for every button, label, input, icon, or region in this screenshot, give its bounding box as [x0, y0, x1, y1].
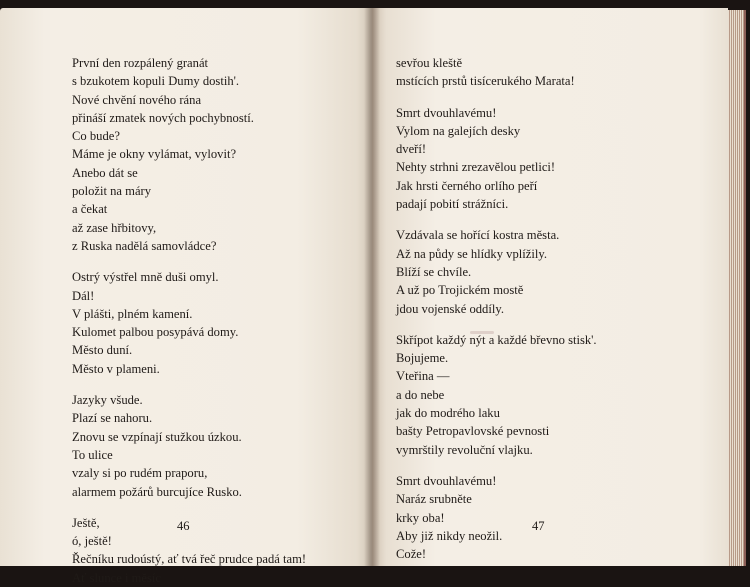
poem-line: To ulice — [72, 447, 113, 462]
poem-line: Nehty strhni zrezavělou petlici! — [396, 160, 556, 175]
poem-line: Až na půdy se hlídky vplížily. — [396, 246, 547, 261]
poem-line: Vteřina — — [396, 369, 450, 384]
poem-line: jak do modrého laku — [396, 406, 500, 421]
poem-line: padají pobití strážníci. — [396, 197, 509, 212]
poem-line: vzaly si po rudém praporu, — [72, 466, 208, 481]
poem-line: Anebo dát se — [72, 165, 138, 180]
poem-line: A už po Trojickém mostě — [396, 283, 524, 298]
left-page-poem — [72, 54, 306, 587]
poem-line: a čekat — [72, 202, 108, 217]
poem-line: z Ruska nadělá samovládce? — [72, 238, 217, 253]
poem-line: Aby již nikdy neožil. — [396, 528, 503, 543]
poem-line: Ostrý výstřel mně duši omyl. — [72, 270, 219, 285]
poem-line: Město duní. — [72, 343, 133, 358]
poem-line: Co bude? — [72, 129, 120, 144]
poem-line: bašty Petropavlovské pevnosti — [396, 424, 550, 439]
right-page — [372, 8, 728, 566]
poem-line: Řečníku rudoústý, ať tvá řeč prudce padá tam! — [72, 552, 307, 567]
open-book — [0, 8, 750, 585]
poem-line: Naráz srubněte — [396, 492, 472, 507]
poem-line: krky oba! — [396, 510, 445, 525]
poem-line: a do nebe — [396, 387, 445, 402]
poem-line: s bzukotem kopuli Dumy dostih'. — [72, 74, 240, 89]
poem-line: položit na máry — [72, 184, 152, 199]
poem-line: Ať slunce i měsíc — [72, 570, 161, 585]
page-block-edge — [728, 10, 746, 566]
page-number: 47 — [532, 519, 545, 533]
poem-line: Ještě, — [72, 515, 100, 530]
poem-line: sevřou kleště — [396, 56, 463, 70]
right-page-poem — [396, 54, 597, 563]
page-number: 46 — [177, 519, 190, 533]
poem-line: přináší zmatek nových pochybností. — [72, 110, 254, 125]
poem-line: Smrt dvouhlavému! — [396, 473, 497, 488]
poem-line: až zase hřbitovy, — [72, 220, 157, 235]
poem-line: První den rozpálený granát — [72, 56, 209, 70]
poem-line: Smrt dvouhlavému! — [396, 105, 497, 120]
poem-line: Vylom na galejích desky — [396, 123, 521, 138]
poem-line: Znovu se vzpínají stužkou úzkou. — [72, 429, 242, 444]
poem-line: Kulomet palbou posypává domy. — [72, 325, 239, 340]
poem-line: Skřípot každý nýt a každé břevno stisk'. — [396, 332, 597, 347]
poem-line: mstících prstů tisícerukého Marata! — [396, 74, 575, 89]
poem-line: Cože! — [396, 547, 427, 562]
book-gutter — [364, 8, 380, 566]
poem-line: Jak hrsti černého orlího peří — [396, 178, 538, 193]
poem-line: alarmem požárů burcujíce Rusko. — [72, 484, 242, 499]
poem-line: Nové chvění nového rána — [72, 92, 202, 107]
poem-line: Bojujeme. — [396, 351, 449, 366]
poem-line: Plazí se nahoru. — [72, 411, 153, 426]
poem-line: vymrštily revoluční vlajku. — [396, 442, 533, 457]
poem-line: jdou vojenské oddíly. — [396, 301, 504, 316]
poem-line: V plášti, plném kamení. — [72, 306, 193, 321]
left-page — [0, 8, 372, 585]
poem-line: Dál! — [72, 288, 95, 303]
poem-line: ó, ještě! — [72, 534, 112, 549]
poem-line: Město v plameni. — [72, 361, 160, 376]
poem-line: Blíží se chvíle. — [396, 264, 472, 279]
poem-line: Máme je okny vylámat, vylovit? — [72, 147, 237, 162]
poem-line: Vzdávala se hořící kostra města. — [396, 228, 560, 243]
poem-line: Jazyky všude. — [72, 393, 143, 408]
poem-line: dveří! — [396, 142, 427, 157]
ink-smudge — [470, 331, 494, 334]
